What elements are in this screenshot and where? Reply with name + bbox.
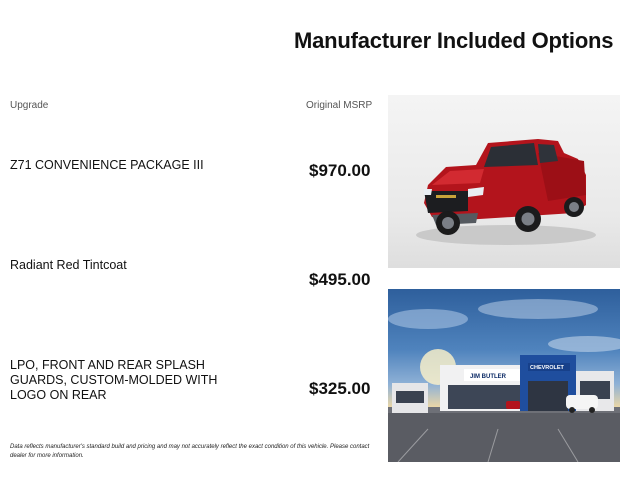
truck-photo xyxy=(388,95,620,268)
disclaimer-text: Data reflects manufacturer's standard build and pricing and may not accurately reflect the exact condition of this vehicle. Please contact dealer for more information. xyxy=(10,444,370,459)
msrp-column-header: Original MSRP xyxy=(306,100,373,111)
upgrade-column-header: Upgrade xyxy=(10,100,49,111)
dealership-sign-right: CHEVROLET xyxy=(530,365,564,371)
option-name: Z71 CONVENIENCE PACKAGE III xyxy=(10,158,204,172)
option-name: LPO, FRONT AND REAR SPLASH GUARDS, CUSTOM-MOLDED WITH LOGO ON REAR xyxy=(10,358,218,402)
dealership-sign-left: JIM BUTLER xyxy=(470,374,506,380)
option-name: Radiant Red Tintcoat xyxy=(10,258,127,272)
option-price: $970.00 xyxy=(309,161,371,180)
option-price: $495.00 xyxy=(309,270,371,289)
page-title: Manufacturer Included Options xyxy=(294,28,614,53)
option-price: $325.00 xyxy=(309,379,371,398)
dealership-photo xyxy=(388,289,620,462)
